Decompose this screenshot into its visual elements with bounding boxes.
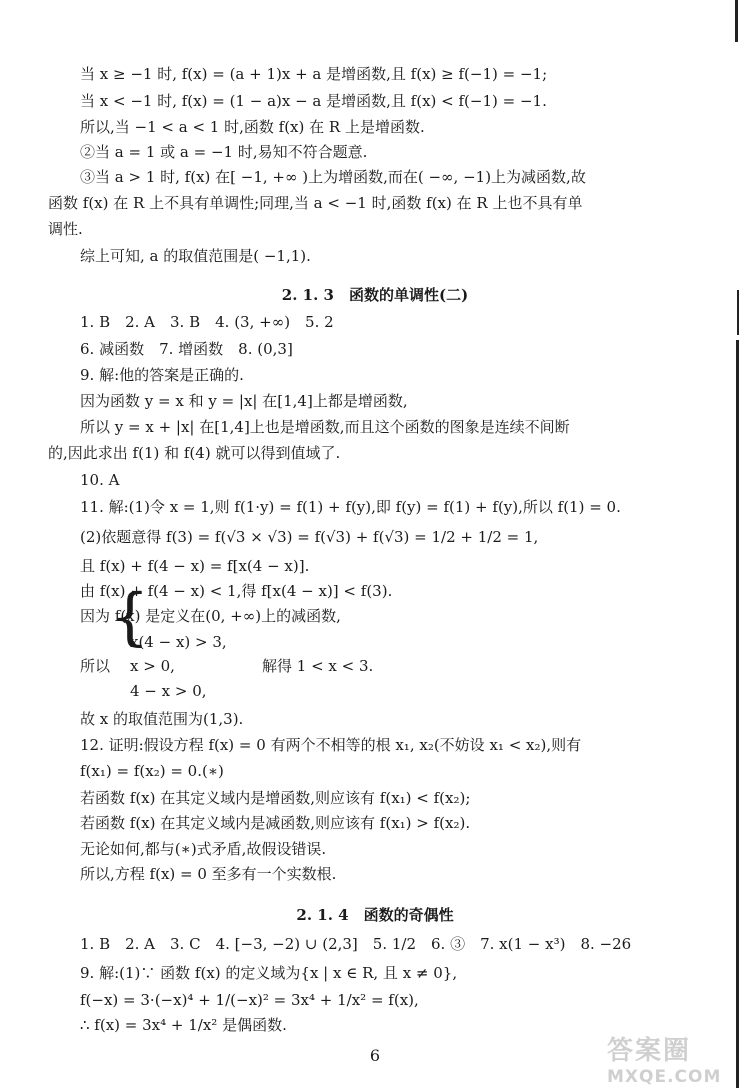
text-line: 因为 f(x) 是定义在(0, +∞)上的减函数, (80, 607, 341, 625)
watermark-logo (607, 1030, 742, 1086)
system-prefix: 所以 (80, 657, 111, 675)
watermark-top-text: 答案圈 (607, 1036, 692, 1066)
system-line: x > 0, (130, 657, 175, 675)
text-line: 12. 证明:假设方程 f(x) = 0 有两个不相等的根 x₁, x₂(不妨设 x₁ < x₂),则有 (80, 736, 582, 754)
text-line: ②当 a = 1 或 a = −1 时,易知不符合题意. (80, 143, 368, 161)
text-line: 若函数 f(x) 在其定义域内是增函数,则应该有 f(x₁) < f(x₂); (80, 789, 471, 807)
text-line: f(x₁) = f(x₂) = 0.(∗) (80, 762, 224, 780)
section-heading: 2. 1. 3 函数的单调性(二) (281, 286, 469, 304)
text-line: f(−x) = 3·(−x)⁴ + 1/(−x)² = 3x⁴ + 1/x² = f(x), (80, 991, 419, 1009)
text-line: 故 x 的取值范围为(1,3). (80, 710, 244, 728)
answer-line: 1. B 2. A 3. C 4. [−3, −2) ∪ (2,3] 5. 1/2 6. ③ 7. x(1 − x³) 8. −26 (80, 935, 632, 953)
text-line: 当 x < −1 时, f(x) = (1 − a)x − a 是增函数,且 f(x) < f(−1) = −1. (80, 92, 547, 110)
text-line: 因为函数 y = x 和 y = |x| 在[1,4]上都是增函数, (80, 392, 408, 410)
text-line: 当 x ≥ −1 时, f(x) = (a + 1)x + a 是增函数,且 f(x) ≥ f(−1) = −1; (80, 65, 548, 83)
section-heading: 2. 1. 4 函数的奇偶性 (296, 906, 454, 924)
text-line: 且 f(x) + f(4 − x) = f[x(4 − x)]. (80, 557, 310, 575)
text-line: 11. 解:(1)令 x = 1,则 f(1·y) = f(1) + f(y),即 f(y) = f(1) + f(y),所以 f(1) = 0. (80, 498, 621, 516)
text-line: ∴ f(x) = 3x⁴ + 1/x² 是偶函数. (80, 1016, 287, 1034)
text-line: 调性. (48, 220, 83, 238)
text-line: 综上可知, a 的取值范围是( −1,1). (80, 247, 311, 265)
text-line: 无论如何,都与(∗)式矛盾,故假设错误. (80, 840, 327, 858)
text-line: (2)依题意得 f(3) = f(√3 × √3) = f(√3) + f(√3) = 1/2 + 1/2 = 1, (80, 528, 539, 546)
watermark-bottom-text: MXQE.COM (607, 1067, 722, 1087)
answer-line: 6. 减函数 7. 增函数 8. (0,3] (80, 340, 293, 358)
page-number: 6 (369, 1046, 381, 1065)
system-line: 4 − x > 0, (130, 682, 207, 700)
scan-edge-mark (735, 0, 738, 42)
system-result: 解得 1 < x < 3. (262, 657, 374, 675)
text-line: 9. 解:他的答案是正确的. (80, 366, 244, 384)
text-line: 函数 f(x) 在 R 上不具有单调性;同理,当 a < −1 时,函数 f(x) 在 R 上也不具有单 (48, 194, 583, 212)
text-line: 所以,方程 f(x) = 0 至多有一个实数根. (80, 865, 337, 883)
text-line: 所以 y = x + |x| 在[1,4]上也是增函数,而且这个函数的图象是连续不间断 (80, 418, 570, 436)
text-line: 所以,当 −1 < a < 1 时,函数 f(x) 在 R 上是增函数. (80, 118, 425, 136)
text-line: 9. 解:(1)∵ 函数 f(x) 的定义域为{x | x ∈ R, 且 x ≠ 0}, (80, 964, 458, 982)
system-line: x(4 − x) > 3, (130, 633, 227, 651)
answer-line: 10. A (80, 471, 120, 489)
text-line: 若函数 f(x) 在其定义域内是减函数,则应该有 f(x₁) > f(x₂). (80, 814, 471, 832)
system-brace: { (110, 580, 150, 653)
scan-edge-mark (736, 340, 739, 1088)
text-line: 由 f(x) + f(4 − x) < 1,得 f[x(4 − x)] < f(3). (80, 582, 393, 600)
answer-line: 1. B 2. A 3. B 4. (3, +∞) 5. 2 (80, 313, 334, 331)
text-line: ③当 a > 1 时, f(x) 在[ −1, +∞ )上为增函数,而在( −∞, −1)上为减函数,故 (80, 168, 586, 186)
text-line: 的,因此求出 f(1) 和 f(4) 就可以得到值域了. (48, 444, 341, 462)
scan-edge-mark (737, 290, 739, 335)
